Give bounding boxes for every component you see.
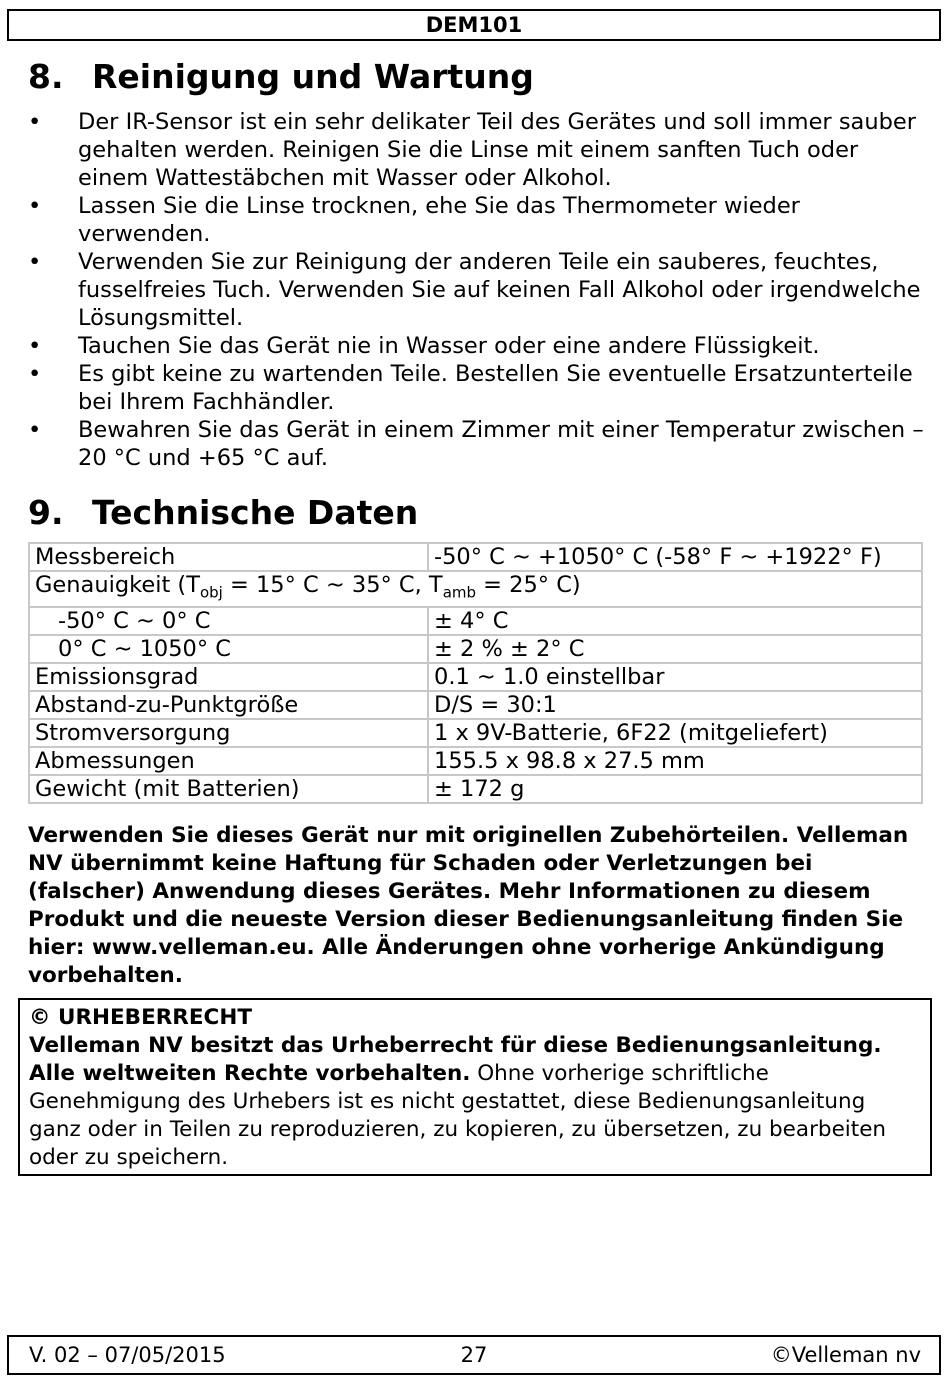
list-item-text: Tauchen Sie das Gerät nie in Wasser oder eine andere Flüssigkeit.	[78, 333, 820, 359]
spec-value: ± 172 g	[428, 775, 922, 803]
table-row	[29, 571, 922, 607]
accuracy-subscript-amb: amb	[442, 583, 477, 602]
usage-notice: Verwenden Sie dieses Gerät nur mit originellen Zubehörteilen. Velleman NV übernimmt keine Haftung für Schaden oder Verletzungen bei (falscher) Anwendung dieses Gerätes. Mehr Informationen zu diesem Produkt und die neueste Version dieser Bedienungsanleitung finden Sie hier: www.velleman.eu. Alle Änderungen ohne vorherige Ankündigung vorbehalten.	[28, 823, 909, 988]
list-item	[28, 248, 928, 332]
accuracy-text-2: = 15° C ~ 35° C, T	[222, 572, 443, 598]
section-9-title: Technische Daten	[92, 493, 419, 532]
table-row	[29, 747, 922, 775]
spec-value: 0.1 ~ 1.0 einstellbar	[428, 663, 922, 691]
maintenance-list	[28, 108, 928, 472]
table-row	[29, 663, 922, 691]
footer-page-number: 27	[460, 1343, 488, 1367]
bullet-icon: •	[28, 417, 42, 443]
spec-label: Messbereich	[29, 543, 428, 571]
list-item	[28, 108, 928, 192]
spec-label: Abmessungen	[29, 747, 428, 775]
list-item	[28, 192, 928, 248]
footer-version: V. 02 – 07/05/2015	[29, 1343, 226, 1367]
bullet-icon: •	[28, 333, 42, 359]
page-header	[7, 9, 941, 41]
accuracy-text-3: = 25° C)	[476, 572, 581, 598]
spec-value: ± 2 % ± 2° C	[428, 635, 922, 663]
spec-label: 0° C ~ 1050° C	[29, 635, 428, 663]
copyright-box	[18, 998, 932, 1176]
spec-value: 155.5 x 98.8 x 27.5 mm	[428, 747, 922, 775]
header-title: DEM101	[425, 13, 523, 37]
copyright-heading: © URHEBERRECHT	[29, 1005, 252, 1030]
section-9-number: 9.	[28, 493, 64, 532]
spec-label: Gewicht (mit Batterien)	[29, 775, 428, 803]
accuracy-text-1: Genauigkeit (T	[35, 572, 200, 598]
spec-table	[28, 542, 923, 804]
bullet-icon: •	[28, 361, 42, 387]
table-row	[29, 719, 922, 747]
list-item	[28, 360, 928, 416]
list-item	[28, 332, 928, 360]
bullet-icon: •	[28, 249, 42, 275]
section-8-heading	[28, 57, 534, 97]
list-item-text: Der IR-Sensor ist ein sehr delikater Teil des Gerätes und soll immer sauber gehalten werden. Reinigen Sie die Linse mit einem sanften Tuch oder einem Wattestäbchen mit Wasser oder Alkohol.	[78, 109, 916, 191]
copyright-bold-text: Velleman NV besitzt das Urheberrecht für diese Bedienungsanleitung. Alle weltweiten Rechte vorbehalten.	[29, 1033, 882, 1086]
bullet-icon: •	[28, 109, 42, 135]
list-item-text: Verwenden Sie zur Reinigung der anderen Teile ein sauberes, feuchtes, fusselfreies Tuch. Verwenden Sie auf keinen Fall Alkohol oder irgendwelche Lösungsmittel.	[78, 249, 921, 331]
table-row	[29, 607, 922, 635]
copyright-paragraph	[29, 1032, 921, 1172]
table-row	[29, 775, 922, 803]
list-item-text: Bewahren Sie das Gerät in einem Zimmer mit einer Temperatur zwischen –20 °C und +65 °C auf.	[78, 417, 924, 471]
spec-label: Emissionsgrad	[29, 663, 428, 691]
section-9-heading	[28, 493, 418, 533]
accuracy-subscript-obj: obj	[199, 583, 223, 602]
page-footer	[7, 1335, 941, 1375]
section-8-title: Reinigung und Wartung	[92, 57, 534, 96]
list-item-text: Lassen Sie die Linse trocknen, ehe Sie das Thermometer wieder verwenden.	[78, 193, 800, 247]
spec-value: 1 x 9V-Batterie, 6F22 (mitgeliefert)	[428, 719, 922, 747]
spec-value: -50° C ~ +1050° C (-58° F ~ +1922° F)	[428, 543, 922, 571]
spec-value: ± 4° C	[428, 607, 922, 635]
bullet-icon: •	[28, 193, 42, 219]
table-row	[29, 635, 922, 663]
spec-label: Abstand-zu-Punktgröße	[29, 691, 428, 719]
table-row	[29, 543, 922, 571]
spec-label: -50° C ~ 0° C	[29, 607, 428, 635]
spec-value: D/S = 30:1	[428, 691, 922, 719]
copyright-text: Ohne vorherige schriftliche Genehmigung des Urhebers ist es nicht gestattet, diese Bedienungsanleitung ganz oder in Teilen zu reproduzieren, zu kopieren, zu übersetzen, zu bearbeiten oder zu speichern.	[29, 1061, 887, 1170]
section-8-number: 8.	[28, 57, 64, 96]
spec-label: Stromversorgung	[29, 719, 428, 747]
footer-brand: ©Velleman nv	[770, 1343, 921, 1367]
accuracy-label	[29, 571, 922, 607]
list-item	[28, 416, 928, 472]
list-item-text: Es gibt keine zu wartenden Teile. Bestellen Sie eventuelle Ersatzunterteile bei Ihrem Fachhändler.	[78, 361, 913, 415]
table-row	[29, 691, 922, 719]
